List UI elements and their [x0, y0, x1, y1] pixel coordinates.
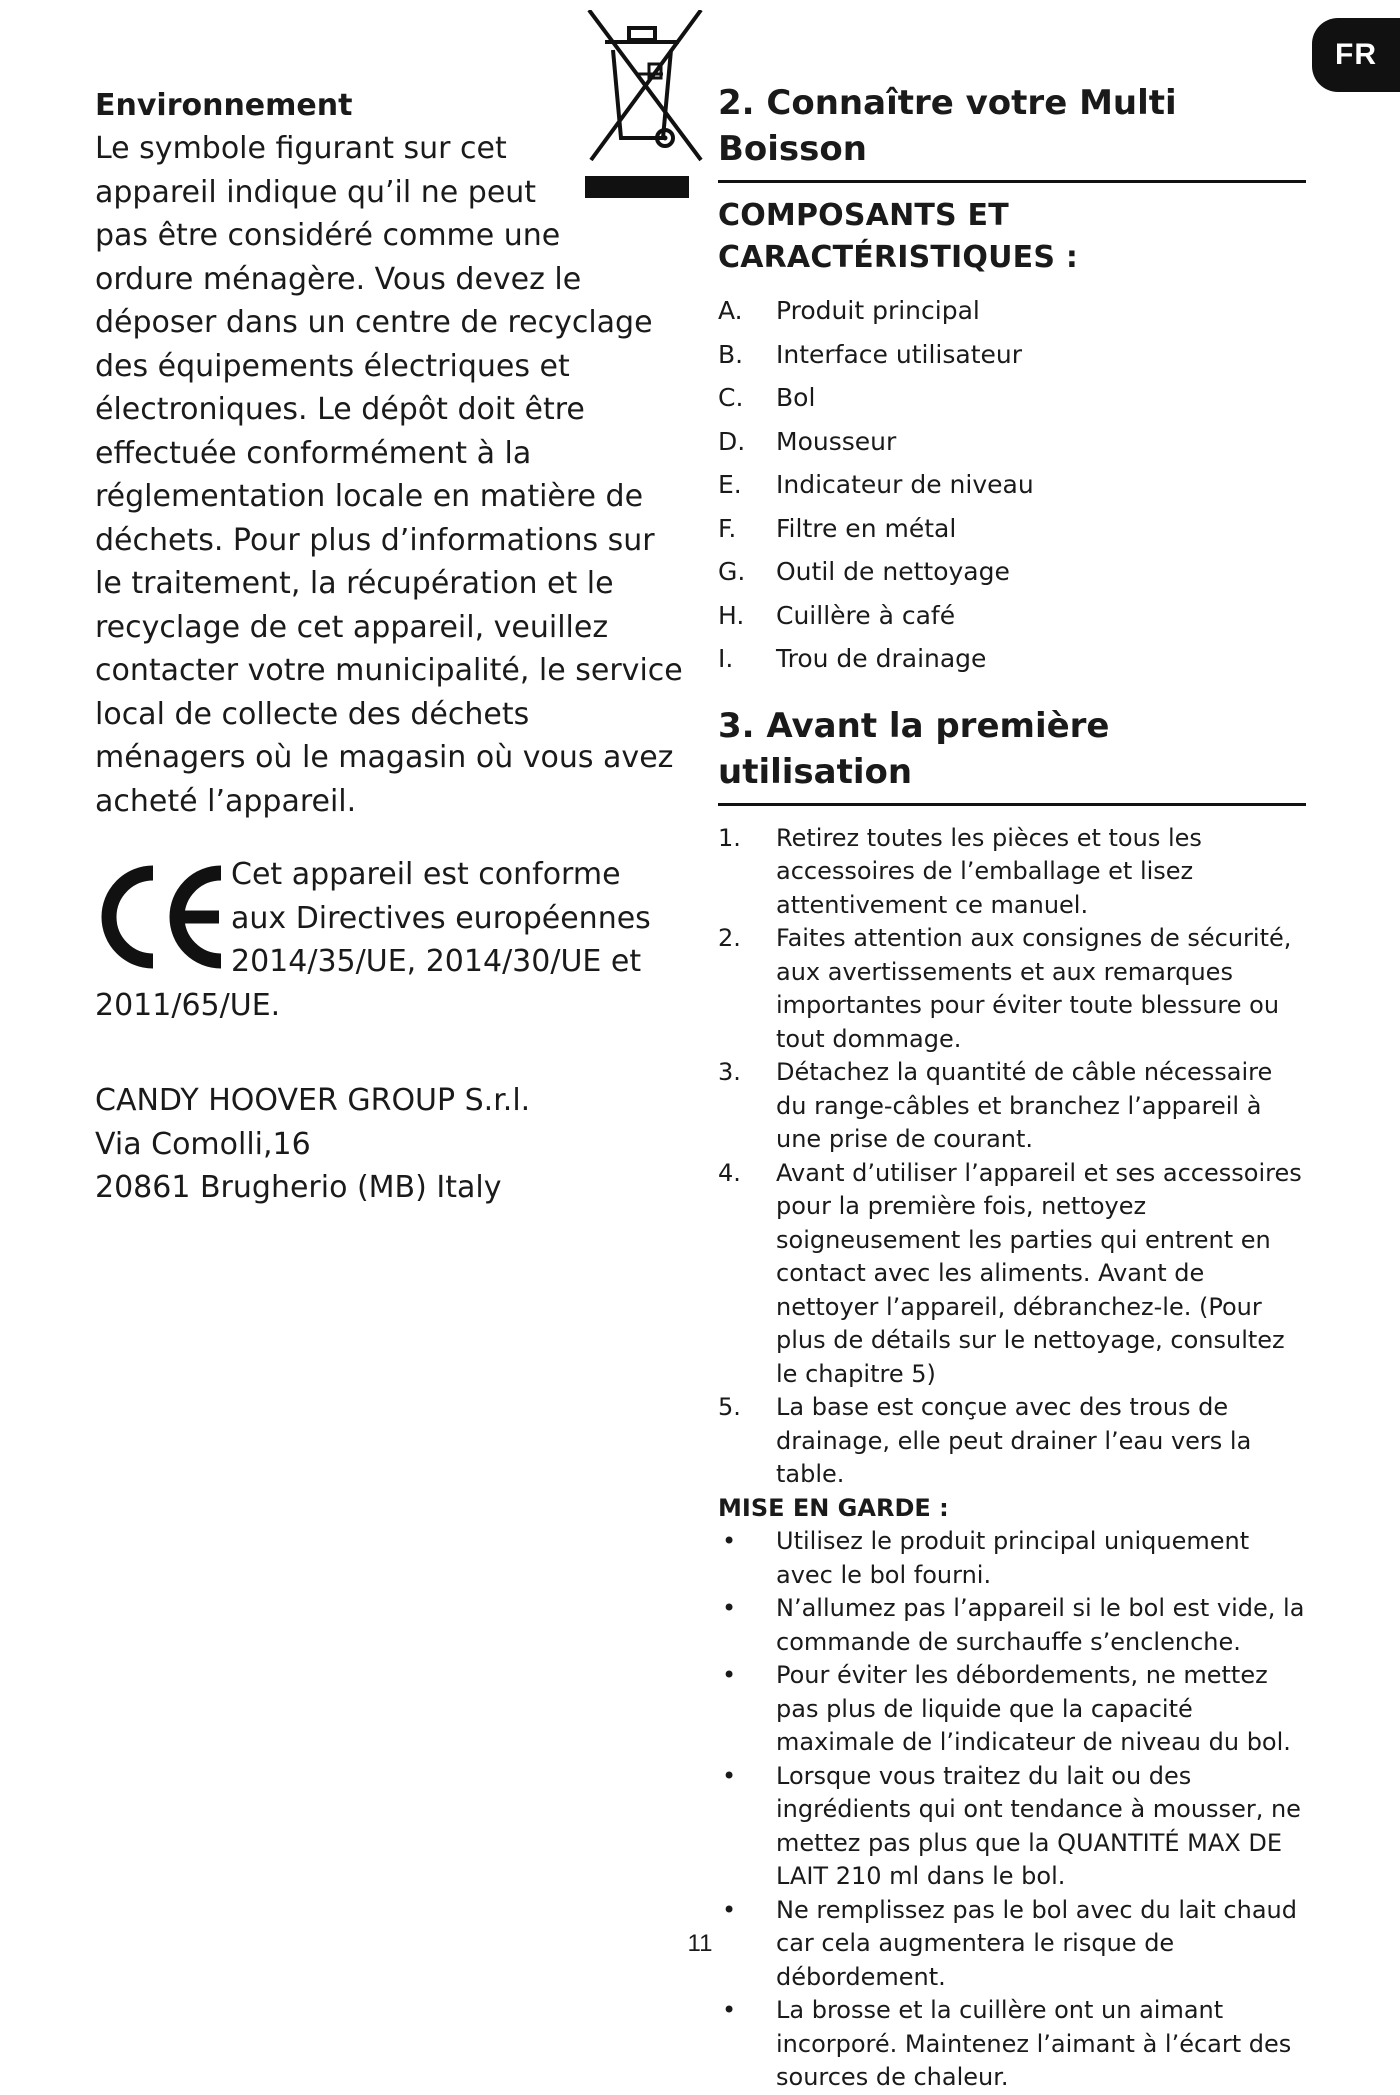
list-item	[718, 922, 1306, 1056]
component-letter: B.	[718, 339, 744, 369]
warning-text: Lorsque vous traitez du lait ou des ingrédients qui ont tendance à mousser, ne mettez pas plus que la QUANTITÉ MAX DE LAIT 210 ml dans le bol.	[776, 1761, 1301, 1890]
component-label: Interface utilisateur	[776, 339, 1023, 369]
steps-list	[718, 822, 1306, 1492]
component-letter: A.	[718, 296, 743, 325]
address-city: 20861 Brugherio (MB) Italy	[95, 1170, 502, 1205]
list-item	[718, 1525, 1306, 1592]
ce-mark-icon	[95, 861, 227, 973]
section3	[718, 703, 1306, 2095]
list-item	[718, 1056, 1306, 1157]
step-number: 4.	[718, 1158, 741, 1187]
right-column	[718, 80, 1306, 2095]
section2-heading: 2. Connaître votre Multi Boisson	[718, 80, 1306, 183]
list-item	[718, 822, 1306, 923]
bullet-icon: •	[722, 1527, 737, 1555]
list-item	[718, 333, 1306, 377]
warning-text: Pour éviter les débordements, ne mettez pas plus de liquide que la capacité maximale de l’indicateur de niveau du bol.	[776, 1661, 1291, 1756]
ce-conformity-text: Cet appareil est conforme aux Directives européennes 2014/35/UE, 2014/30/UE et 2011/65/UE.	[95, 857, 651, 1023]
weee-crossed-bin-icon	[577, 10, 707, 215]
warning-text: Ne remplissez pas le bol avec du lait chaud car cela augmentera le risque de débordement.	[776, 1895, 1297, 1991]
ce-section	[95, 853, 685, 1027]
component-letter: H.	[718, 600, 745, 630]
component-label: Indicateur de niveau	[776, 470, 1034, 499]
address-company: CANDY HOOVER GROUP S.r.l.	[95, 1083, 531, 1118]
list-item	[718, 637, 1306, 681]
components-list	[718, 289, 1306, 681]
list-item	[718, 1760, 1306, 1894]
component-label: Cuillère à café	[776, 600, 956, 630]
warning-text: La brosse et la cuillère ont un aimant incorporé. Maintenez l’aimant à l’écart des sources de chaleur.	[776, 1996, 1292, 2091]
component-letter: E.	[718, 470, 742, 499]
environment-text: Le symbole figurant sur cet appareil indique qu’il ne peut pas être considéré comme une ordure ménagère. Vous devez le déposer dans un centre de recyclage des équipements électriques et électroniques. Le dépôt doit être effectuée conformément à la réglementation locale en matière de déchets. Pour plus d’informations sur le traitement, la récupération et le recyclage de cet appareil, veuillez contacter votre municipalité, le service local de collecte des déchets ménagers où le magasin où vous avez acheté l’appareil.	[95, 131, 683, 819]
list-item	[718, 1157, 1306, 1392]
step-text: Faites attention aux consignes de sécurité, aux avertissements et aux remarques importantes pour éviter toute blessure ou tout dommage.	[776, 924, 1292, 1053]
component-label: Trou de drainage	[776, 644, 987, 673]
environment-title: Environnement	[95, 88, 353, 123]
step-text: La base est conçue avec des trous de drainage, elle peut drainer l’eau vers la table.	[776, 1393, 1252, 1488]
bullet-icon: •	[722, 1661, 737, 1689]
component-label: Filtre en métal	[776, 513, 957, 543]
list-item	[718, 420, 1306, 464]
step-number: 3.	[718, 1058, 741, 1086]
warnings-list	[718, 1525, 1306, 2095]
step-number: 5.	[718, 1393, 741, 1421]
bullet-icon: •	[722, 1996, 737, 2024]
component-letter: F.	[718, 513, 737, 543]
list-item	[718, 463, 1306, 507]
list-item	[718, 1391, 1306, 1492]
weee-bar	[585, 176, 689, 198]
manufacturer-address	[95, 1079, 685, 1210]
left-column	[95, 84, 685, 1210]
component-letter: C.	[718, 383, 744, 412]
step-number: 2.	[718, 924, 741, 952]
warning-title: MISE EN GARDE :	[718, 1493, 949, 1522]
component-label: Mousseur	[776, 426, 897, 456]
bullet-icon: •	[722, 1761, 737, 1790]
list-item	[718, 507, 1306, 551]
crossed-bin-icon	[577, 10, 707, 180]
environment-section	[95, 84, 685, 823]
component-letter: D.	[718, 426, 746, 456]
list-item	[718, 1659, 1306, 1760]
component-label: Produit principal	[776, 296, 980, 325]
warning-text: N’allumez pas l’appareil si le bol est vide, la commande de surchauffe s’enclenche.	[776, 1594, 1305, 1656]
section3-heading: 3. Avant la première utilisation	[718, 703, 1306, 806]
warning-text: Utilisez le produit principal uniquement avec le bol fourni.	[776, 1527, 1250, 1589]
language-tab-label: FR	[1335, 38, 1377, 71]
component-label: Bol	[776, 383, 816, 412]
language-tab	[1312, 18, 1400, 92]
list-item	[718, 289, 1306, 333]
bullet-icon: •	[722, 1594, 737, 1622]
list-item	[718, 1994, 1306, 2095]
component-letter: I.	[718, 644, 734, 673]
address-street: Via Comolli,16	[95, 1126, 311, 1162]
list-item	[718, 376, 1306, 420]
step-text: Retirez toutes les pièces et tous les accessoires de l’emballage et lisez attentivement ce manuel.	[776, 823, 1202, 919]
component-label: Outil de nettoyage	[776, 557, 1010, 586]
list-item	[718, 594, 1306, 638]
list-item	[718, 1592, 1306, 1659]
components-subheading: COMPOSANTS ET CARACTÉRISTIQUES :	[718, 198, 1079, 275]
page-number: 11	[687, 1930, 713, 1957]
step-text: Détachez la quantité de câble nécessaire du range-câbles et branchez l’appareil à une prise de courant.	[776, 1058, 1273, 1153]
list-item	[718, 550, 1306, 594]
step-text: Avant d’utiliser l’appareil et ses accessoires pour la première fois, nettoyez soigneusement les parties qui entrent en contact avec les aliments. Avant de nettoyer l’appareil, débranchez-le. (Pour plus de détails sur le nettoyage, consultez le chapitre 5)	[776, 1158, 1302, 1388]
step-number: 1.	[718, 823, 741, 852]
bullet-icon: •	[722, 1895, 737, 1924]
component-letter: G.	[718, 557, 746, 586]
